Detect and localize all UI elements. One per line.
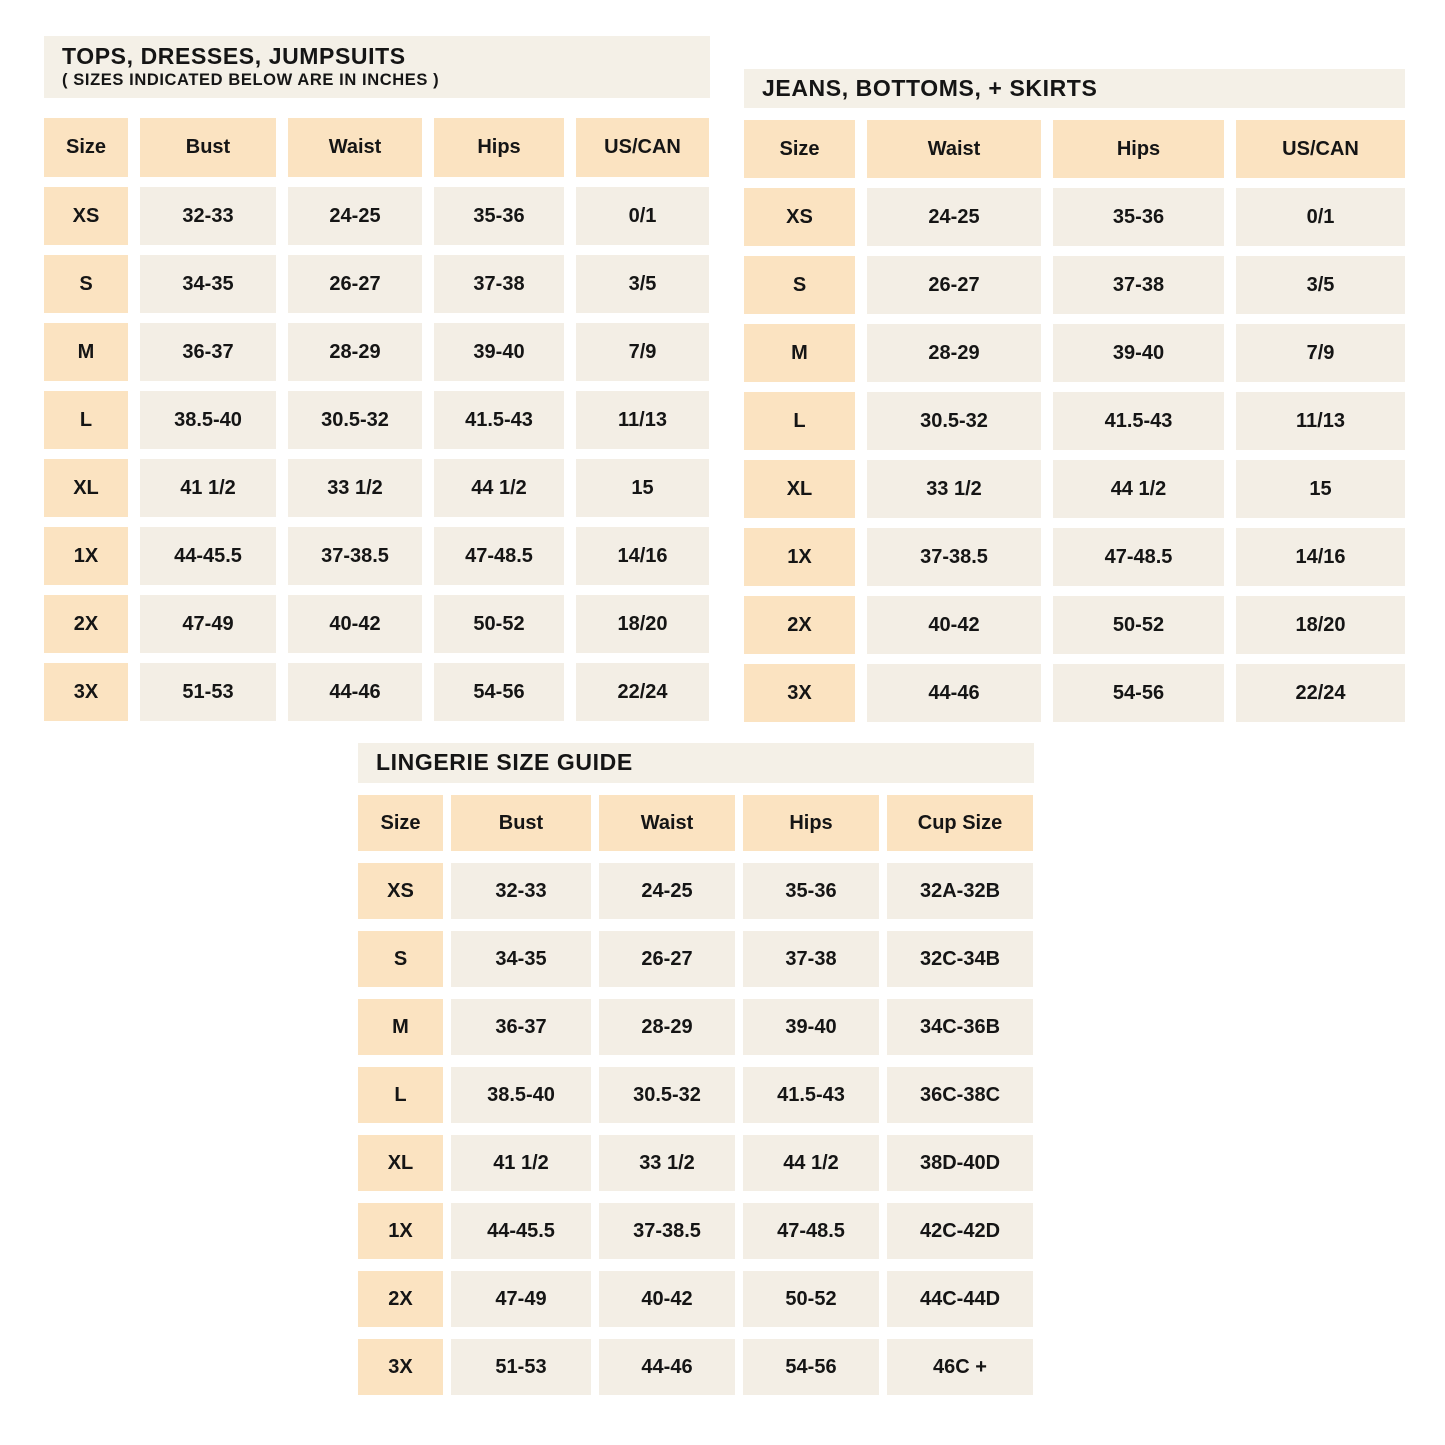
lingerie-size-label-cell: 2X xyxy=(358,1271,443,1327)
lingerie-size-guide-table xyxy=(358,743,1034,1395)
lingerie-column-header-hips: Hips xyxy=(743,795,879,851)
tops-value-cell: 3/5 xyxy=(576,255,709,313)
lingerie-value-cell: 39-40 xyxy=(743,999,879,1055)
lingerie-value-cell: 47-49 xyxy=(451,1271,591,1327)
jeans-title-bar xyxy=(744,69,1405,108)
tops-title-bar xyxy=(44,36,710,98)
jeans-value-cell: 11/13 xyxy=(1236,392,1405,450)
jeans-value-cell: 28-29 xyxy=(867,324,1041,382)
tops-value-cell: 36-37 xyxy=(140,323,276,381)
tops-value-cell: 11/13 xyxy=(576,391,709,449)
tops-value-cell: 41.5-43 xyxy=(434,391,564,449)
lingerie-value-cell: 30.5-32 xyxy=(599,1067,735,1123)
jeans-value-cell: 30.5-32 xyxy=(867,392,1041,450)
tops-value-cell: 40-42 xyxy=(288,595,422,653)
jeans-value-cell: 47-48.5 xyxy=(1053,528,1224,586)
tops-dresses-jumpsuits-table xyxy=(44,36,710,721)
tops-column-header-size: Size xyxy=(44,118,128,177)
jeans-value-cell: 39-40 xyxy=(1053,324,1224,382)
lingerie-value-cell: 44-45.5 xyxy=(451,1203,591,1259)
lingerie-size-label-cell: XL xyxy=(358,1135,443,1191)
jeans-value-cell: 22/24 xyxy=(1236,664,1405,722)
lingerie-value-cell: 36-37 xyxy=(451,999,591,1055)
jeans-value-cell: 0/1 xyxy=(1236,188,1405,246)
lingerie-value-cell: 47-48.5 xyxy=(743,1203,879,1259)
jeans-value-cell: 37-38 xyxy=(1053,256,1224,314)
jeans-size-label-cell: XS xyxy=(744,188,855,246)
jeans-value-cell: 40-42 xyxy=(867,596,1041,654)
tops-value-cell: 18/20 xyxy=(576,595,709,653)
lingerie-value-cell: 32A-32B xyxy=(887,863,1033,919)
lingerie-value-cell: 32C-34B xyxy=(887,931,1033,987)
jeans-size-label-cell: S xyxy=(744,256,855,314)
jeans-bottoms-skirts-table xyxy=(744,69,1405,722)
tops-title: TOPS, DRESSES, JUMPSUITS xyxy=(62,43,406,70)
tops-value-cell: 50-52 xyxy=(434,595,564,653)
tops-size-label-cell: 3X xyxy=(44,663,128,721)
lingerie-value-cell: 24-25 xyxy=(599,863,735,919)
tops-value-cell: 30.5-32 xyxy=(288,391,422,449)
tops-column-header-bust: Bust xyxy=(140,118,276,177)
tops-value-cell: 22/24 xyxy=(576,663,709,721)
tops-grid xyxy=(44,118,710,721)
lingerie-size-label-cell: 3X xyxy=(358,1339,443,1395)
jeans-size-label-cell: L xyxy=(744,392,855,450)
jeans-value-cell: 3/5 xyxy=(1236,256,1405,314)
lingerie-value-cell: 44C-44D xyxy=(887,1271,1033,1327)
jeans-title: JEANS, BOTTOMS, + SKIRTS xyxy=(762,74,1098,101)
lingerie-value-cell: 54-56 xyxy=(743,1339,879,1395)
tops-value-cell: 44-45.5 xyxy=(140,527,276,585)
lingerie-value-cell: 46C + xyxy=(887,1339,1033,1395)
jeans-value-cell: 26-27 xyxy=(867,256,1041,314)
tops-value-cell: 35-36 xyxy=(434,187,564,245)
lingerie-value-cell: 42C-42D xyxy=(887,1203,1033,1259)
tops-column-header-hips: Hips xyxy=(434,118,564,177)
lingerie-column-header-cup-size: Cup Size xyxy=(887,795,1033,851)
jeans-column-header-size: Size xyxy=(744,120,855,178)
tops-value-cell: 37-38.5 xyxy=(288,527,422,585)
tops-size-label-cell: 1X xyxy=(44,527,128,585)
tops-value-cell: 24-25 xyxy=(288,187,422,245)
lingerie-value-cell: 32-33 xyxy=(451,863,591,919)
lingerie-column-header-waist: Waist xyxy=(599,795,735,851)
tops-column-header-us-can: US/CAN xyxy=(576,118,709,177)
tops-value-cell: 37-38 xyxy=(434,255,564,313)
lingerie-value-cell: 26-27 xyxy=(599,931,735,987)
lingerie-value-cell: 37-38.5 xyxy=(599,1203,735,1259)
lingerie-value-cell: 50-52 xyxy=(743,1271,879,1327)
lingerie-size-label-cell: XS xyxy=(358,863,443,919)
lingerie-value-cell: 51-53 xyxy=(451,1339,591,1395)
tops-value-cell: 32-33 xyxy=(140,187,276,245)
tops-value-cell: 28-29 xyxy=(288,323,422,381)
jeans-value-cell: 37-38.5 xyxy=(867,528,1041,586)
lingerie-value-cell: 34C-36B xyxy=(887,999,1033,1055)
jeans-size-label-cell: XL xyxy=(744,460,855,518)
tops-value-cell: 51-53 xyxy=(140,663,276,721)
lingerie-value-cell: 44 1/2 xyxy=(743,1135,879,1191)
jeans-value-cell: 15 xyxy=(1236,460,1405,518)
lingerie-value-cell: 38.5-40 xyxy=(451,1067,591,1123)
lingerie-value-cell: 34-35 xyxy=(451,931,591,987)
lingerie-value-cell: 35-36 xyxy=(743,863,879,919)
lingerie-size-label-cell: M xyxy=(358,999,443,1055)
lingerie-column-header-size: Size xyxy=(358,795,443,851)
jeans-value-cell: 18/20 xyxy=(1236,596,1405,654)
lingerie-value-cell: 44-46 xyxy=(599,1339,735,1395)
tops-value-cell: 39-40 xyxy=(434,323,564,381)
tops-subtitle: ( SIZES INDICATED BELOW ARE IN INCHES ) xyxy=(62,71,440,90)
tops-value-cell: 7/9 xyxy=(576,323,709,381)
tops-value-cell: 54-56 xyxy=(434,663,564,721)
jeans-value-cell: 33 1/2 xyxy=(867,460,1041,518)
jeans-value-cell: 54-56 xyxy=(1053,664,1224,722)
lingerie-value-cell: 40-42 xyxy=(599,1271,735,1327)
jeans-column-header-hips: Hips xyxy=(1053,120,1224,178)
tops-value-cell: 34-35 xyxy=(140,255,276,313)
jeans-value-cell: 41.5-43 xyxy=(1053,392,1224,450)
tops-column-header-waist: Waist xyxy=(288,118,422,177)
lingerie-value-cell: 41.5-43 xyxy=(743,1067,879,1123)
tops-size-label-cell: 2X xyxy=(44,595,128,653)
tops-size-label-cell: M xyxy=(44,323,128,381)
jeans-value-cell: 44 1/2 xyxy=(1053,460,1224,518)
tops-value-cell: 44 1/2 xyxy=(434,459,564,517)
lingerie-size-label-cell: S xyxy=(358,931,443,987)
lingerie-value-cell: 33 1/2 xyxy=(599,1135,735,1191)
lingerie-size-label-cell: 1X xyxy=(358,1203,443,1259)
lingerie-title-bar xyxy=(358,743,1034,783)
jeans-column-header-us-can: US/CAN xyxy=(1236,120,1405,178)
tops-size-label-cell: S xyxy=(44,255,128,313)
jeans-size-label-cell: 2X xyxy=(744,596,855,654)
jeans-value-cell: 24-25 xyxy=(867,188,1041,246)
jeans-value-cell: 35-36 xyxy=(1053,188,1224,246)
tops-value-cell: 33 1/2 xyxy=(288,459,422,517)
jeans-grid xyxy=(744,120,1405,722)
tops-value-cell: 14/16 xyxy=(576,527,709,585)
lingerie-value-cell: 41 1/2 xyxy=(451,1135,591,1191)
tops-value-cell: 26-27 xyxy=(288,255,422,313)
tops-value-cell: 47-48.5 xyxy=(434,527,564,585)
lingerie-column-header-bust: Bust xyxy=(451,795,591,851)
jeans-size-label-cell: M xyxy=(744,324,855,382)
lingerie-size-label-cell: L xyxy=(358,1067,443,1123)
jeans-size-label-cell: 1X xyxy=(744,528,855,586)
jeans-size-label-cell: 3X xyxy=(744,664,855,722)
jeans-value-cell: 14/16 xyxy=(1236,528,1405,586)
tops-size-label-cell: L xyxy=(44,391,128,449)
jeans-value-cell: 50-52 xyxy=(1053,596,1224,654)
tops-value-cell: 15 xyxy=(576,459,709,517)
lingerie-value-cell: 28-29 xyxy=(599,999,735,1055)
lingerie-value-cell: 36C-38C xyxy=(887,1067,1033,1123)
tops-value-cell: 38.5-40 xyxy=(140,391,276,449)
tops-size-label-cell: XS xyxy=(44,187,128,245)
tops-value-cell: 0/1 xyxy=(576,187,709,245)
lingerie-title: LINGERIE SIZE GUIDE xyxy=(376,749,633,776)
lingerie-value-cell: 38D-40D xyxy=(887,1135,1033,1191)
tops-value-cell: 47-49 xyxy=(140,595,276,653)
tops-size-label-cell: XL xyxy=(44,459,128,517)
lingerie-grid xyxy=(358,795,1034,1395)
tops-value-cell: 41 1/2 xyxy=(140,459,276,517)
jeans-value-cell: 44-46 xyxy=(867,664,1041,722)
lingerie-value-cell: 37-38 xyxy=(743,931,879,987)
tops-value-cell: 44-46 xyxy=(288,663,422,721)
jeans-column-header-waist: Waist xyxy=(867,120,1041,178)
jeans-value-cell: 7/9 xyxy=(1236,324,1405,382)
